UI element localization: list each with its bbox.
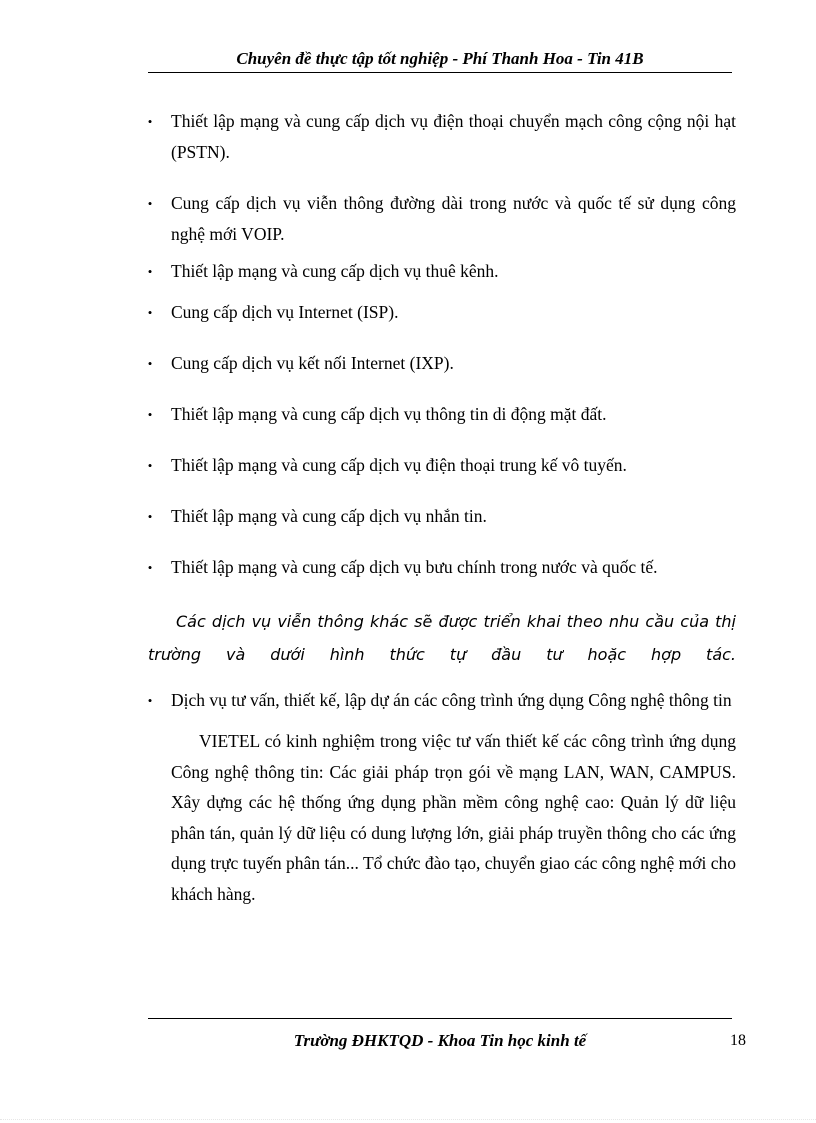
list-item	[148, 188, 736, 250]
bullet-icon: •	[147, 407, 153, 422]
list-item-text: Thiết lập mạng và cung cấp dịch vụ thông tin di động mặt đất.	[171, 404, 607, 424]
bullet-icon: •	[147, 305, 153, 320]
service-list	[148, 106, 736, 583]
list-item	[148, 256, 736, 287]
bullet-icon: •	[147, 356, 153, 371]
header-divider	[148, 72, 732, 73]
list-item	[148, 297, 736, 328]
bullet-icon: •	[147, 693, 153, 708]
italic-paragraph-line: trường và dưới hình thức tự đầu tư hoặc hợp tác.	[148, 645, 736, 664]
list-item-text: Thiết lập mạng và cung cấp dịch vụ điện thoại trung kế vô tuyến.	[171, 455, 627, 475]
list-item	[148, 552, 736, 583]
list-item-text: Cung cấp dịch vụ kết nối Internet (IXP).	[171, 353, 454, 373]
bullet-icon: •	[147, 458, 153, 473]
list-item-text: Dịch vụ tư vấn, thiết kế, lập dự án các công trình ứng dụng Công nghệ thông tin	[171, 690, 732, 710]
bullet-icon: •	[147, 509, 153, 524]
list-item	[148, 106, 736, 168]
page-number: 18	[730, 1032, 746, 1049]
footer-divider	[148, 1018, 732, 1019]
bullet-icon: •	[147, 114, 153, 129]
list-item-text: Cung cấp dịch vụ Internet (ISP).	[171, 302, 399, 322]
list-item	[148, 501, 736, 532]
list-item	[148, 348, 736, 379]
page-bottom-edge	[0, 1119, 816, 1120]
viettel-paragraph: VIETEL có kinh nghiệm trong việc tư vấn thiết kế các công trình ứng dụng Công nghệ thông tin: Các giải pháp trọn gói về mạng LAN, WAN, CAMPUS. Xây dựng các hệ thống ứng dụng phần mềm công nghệ cao: Quản lý dữ liệu phân tán, quản lý dữ liệu có dung lượng lớn, giải pháp truyền thông cho các ứng dụng trực tuyến phân tán... Tổ chức đào tạo, chuyển giao các công nghệ mới cho khách hàng.	[171, 731, 736, 904]
consulting-list	[148, 685, 736, 716]
list-item	[148, 685, 736, 716]
italic-paragraph-line: Các dịch vụ viễn thông khác sẽ được triển khai theo nhu cầu của thị	[176, 612, 736, 631]
bullet-icon: •	[147, 560, 153, 575]
page-header: Chuyên đề thực tập tốt nghiệp - Phí Thanh Hoa - Tin 41B	[236, 49, 644, 68]
list-item-text: Cung cấp dịch vụ viễn thông đường dài trong nước và quốc tế sử dụng công nghệ mới VOIP.	[171, 193, 736, 244]
page-footer: Trường ĐHKTQD - Khoa Tin học kinh tế	[293, 1031, 587, 1050]
list-item-text: Thiết lập mạng và cung cấp dịch vụ điện thoại chuyển mạch công cộng nội hạt (PSTN).	[171, 111, 736, 162]
list-item	[148, 399, 736, 430]
list-item-text: Thiết lập mạng và cung cấp dịch vụ thuê kênh.	[171, 261, 499, 281]
list-item-text: Thiết lập mạng và cung cấp dịch vụ nhắn tin.	[171, 506, 487, 526]
list-item-text: Thiết lập mạng và cung cấp dịch vụ bưu chính trong nước và quốc tế.	[171, 557, 658, 577]
italic-paragraph	[148, 605, 736, 671]
page-content	[148, 106, 736, 909]
bullet-icon: •	[147, 264, 153, 279]
bullet-icon: •	[147, 196, 153, 211]
list-item	[148, 450, 736, 481]
